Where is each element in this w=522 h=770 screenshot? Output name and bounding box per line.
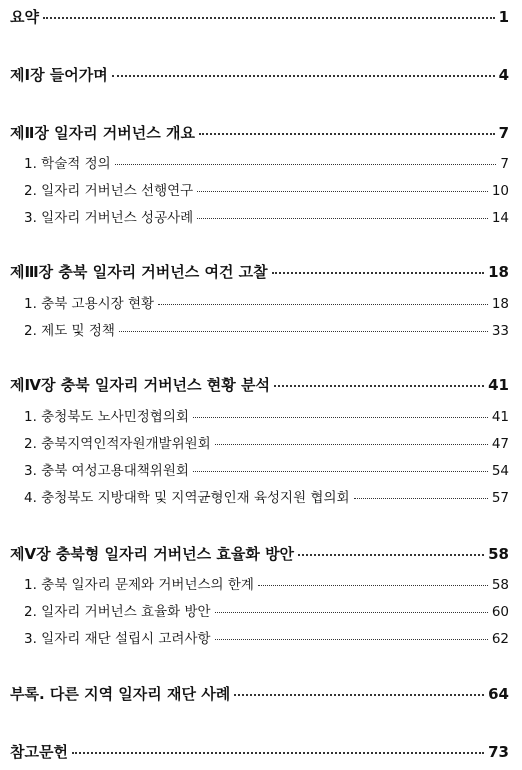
toc-entry-title: 부록. 다른 지역 일자리 재단 사례 bbox=[10, 685, 231, 703]
dot-leader bbox=[197, 182, 488, 196]
toc-entry-title: 4. 충청북도 지방대학 및 지역균형인재 육성지원 협의회 bbox=[24, 490, 350, 506]
toc-entry-section[interactable] bbox=[24, 459, 509, 479]
toc-entry-page: 10 bbox=[491, 183, 509, 199]
dot-leader bbox=[215, 630, 488, 644]
toc-entry-title: 2. 충북지역인적자원개발위원회 bbox=[24, 436, 211, 452]
toc-entry-page: 7 bbox=[498, 124, 509, 142]
toc-entry-page: 1 bbox=[498, 8, 509, 26]
toc-entry-page: 7 bbox=[500, 156, 509, 172]
toc-entry-section[interactable] bbox=[24, 405, 509, 425]
dot-leader bbox=[215, 603, 488, 617]
dot-leader bbox=[215, 435, 488, 449]
toc-entry-page: 33 bbox=[491, 323, 509, 339]
dot-leader bbox=[158, 295, 488, 309]
toc-entry-page: 41 bbox=[491, 409, 509, 425]
toc-entry-page: 58 bbox=[488, 545, 509, 563]
toc-entry-references[interactable] bbox=[10, 741, 509, 762]
toc-entry-title: 3. 일자리 재단 설립시 고려사항 bbox=[24, 631, 211, 647]
toc-entry-section[interactable] bbox=[24, 600, 509, 620]
toc-entry-title: 참고문헌 bbox=[10, 743, 68, 761]
toc-entry-page: 14 bbox=[491, 210, 509, 226]
toc-entry-title: 3. 일자리 거버넌스 성공사례 bbox=[24, 210, 194, 226]
dot-leader bbox=[197, 209, 488, 223]
toc-entry-section[interactable] bbox=[24, 573, 509, 593]
dot-leader bbox=[119, 322, 488, 336]
toc-entry-title: 2. 일자리 거버넌스 선행연구 bbox=[24, 183, 194, 199]
toc-entry-title: 제Ⅰ장 들어가며 bbox=[10, 66, 108, 84]
dot-leader bbox=[193, 408, 488, 422]
dot-leader bbox=[354, 489, 488, 503]
toc-entry-section[interactable] bbox=[24, 206, 509, 226]
toc-entry-title: 2. 일자리 거버넌스 효율화 방안 bbox=[24, 604, 211, 620]
toc-entry-title: 제Ⅲ장 충북 일자리 거버넌스 여건 고찰 bbox=[10, 263, 268, 281]
dot-leader bbox=[258, 576, 488, 590]
toc-entry-page: 58 bbox=[491, 577, 509, 593]
toc-entry-page: 64 bbox=[488, 685, 509, 703]
toc-entry-section[interactable] bbox=[24, 627, 509, 647]
toc-entry-chapter-5[interactable] bbox=[10, 543, 509, 564]
toc-entry-title: 1. 학술적 정의 bbox=[24, 156, 111, 172]
dot-leader bbox=[272, 262, 484, 277]
toc-entry-page: 54 bbox=[491, 463, 509, 479]
toc-entry-section[interactable] bbox=[24, 152, 509, 172]
toc-entry-page: 57 bbox=[491, 490, 509, 506]
toc-entry-section[interactable] bbox=[24, 179, 509, 199]
toc-entry-chapter-1[interactable] bbox=[10, 64, 509, 85]
toc-entry-title: 요약 bbox=[10, 8, 39, 26]
dot-leader bbox=[193, 462, 488, 476]
toc-entry-section[interactable] bbox=[24, 432, 509, 452]
dot-leader bbox=[72, 742, 484, 757]
toc-entry-page: 41 bbox=[488, 376, 509, 394]
toc-entry-section[interactable] bbox=[24, 319, 509, 339]
toc-entry-section[interactable] bbox=[24, 292, 509, 312]
dot-leader bbox=[234, 684, 484, 699]
toc-entry-summary[interactable] bbox=[10, 6, 509, 27]
toc-entry-title: 제Ⅴ장 충북형 일자리 거버넌스 효율화 방안 bbox=[10, 545, 295, 563]
toc-entry-page: 62 bbox=[491, 631, 509, 647]
dot-leader bbox=[274, 375, 484, 390]
toc-entry-title: 제Ⅳ장 충북 일자리 거버넌스 현황 분석 bbox=[10, 376, 270, 394]
toc-entry-title: 1. 충북 일자리 문제와 거버넌스의 한계 bbox=[24, 577, 254, 593]
dot-leader bbox=[43, 7, 495, 22]
toc-entry-title: 1. 충북 고용시장 현황 bbox=[24, 296, 155, 312]
toc-entry-chapter-3[interactable] bbox=[10, 261, 509, 282]
dot-leader bbox=[112, 65, 495, 80]
toc-entry-page: 18 bbox=[488, 263, 509, 281]
toc-entry-title: 3. 충북 여성고용대책위원회 bbox=[24, 463, 189, 479]
toc-entry-page: 73 bbox=[488, 743, 509, 761]
dot-leader bbox=[199, 123, 495, 138]
toc-entry-section[interactable] bbox=[24, 486, 509, 506]
dot-leader bbox=[298, 544, 484, 559]
toc-entry-page: 47 bbox=[491, 436, 509, 452]
toc-entry-title: 1. 충청북도 노사민정협의회 bbox=[24, 409, 189, 425]
toc-entry-page: 60 bbox=[491, 604, 509, 620]
toc-entry-page: 4 bbox=[498, 66, 509, 84]
toc-entry-appendix[interactable] bbox=[10, 683, 509, 704]
dot-leader bbox=[115, 155, 497, 169]
toc-entry-title: 제Ⅱ장 일자리 거버넌스 개요 bbox=[10, 124, 195, 142]
toc-entry-chapter-4[interactable] bbox=[10, 374, 509, 395]
toc-entry-title: 2. 제도 및 정책 bbox=[24, 323, 115, 339]
toc-entry-page: 18 bbox=[491, 296, 509, 312]
toc-entry-chapter-2[interactable] bbox=[10, 122, 509, 143]
